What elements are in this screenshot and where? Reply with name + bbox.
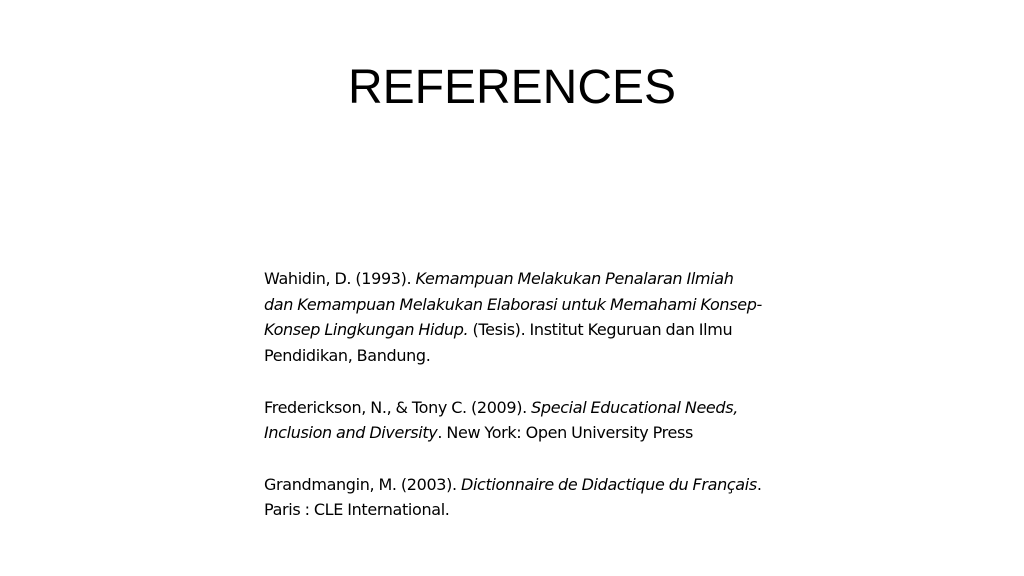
reference-title: Kemampuan Melakukan Penalaran Ilmiah dan Kemampuan Melakukan Elaborasi untuk Memahami Konsep-Konsep Lingkungan Hidup. — [264, 269, 762, 340]
reference-title: Special Educational Needs, Inclusion and Diversity — [264, 397, 738, 443]
reference-citation: Wahidin, D. (1993). — [264, 269, 416, 288]
reference-publisher: . Paris : CLE International. — [264, 474, 762, 520]
reference-publisher: (Tesis). Institut Keguruan dan Ilmu Pendidikan, Bandung. — [264, 320, 733, 366]
reference-list — [264, 266, 764, 523]
reference-item — [264, 266, 764, 369]
reference-publisher: . New York: Open University Press — [437, 423, 693, 443]
reference-item — [264, 395, 764, 446]
reference-item — [264, 472, 764, 523]
reference-title: Dictionnaire de Didactique du Français — [460, 474, 757, 494]
reference-citation: Frederickson, N., & Tony C. (2009). — [264, 397, 532, 417]
reference-citation: Grandmangin, M. (2003). — [264, 474, 461, 494]
slide-title: REFERENCES — [347, 61, 677, 114]
